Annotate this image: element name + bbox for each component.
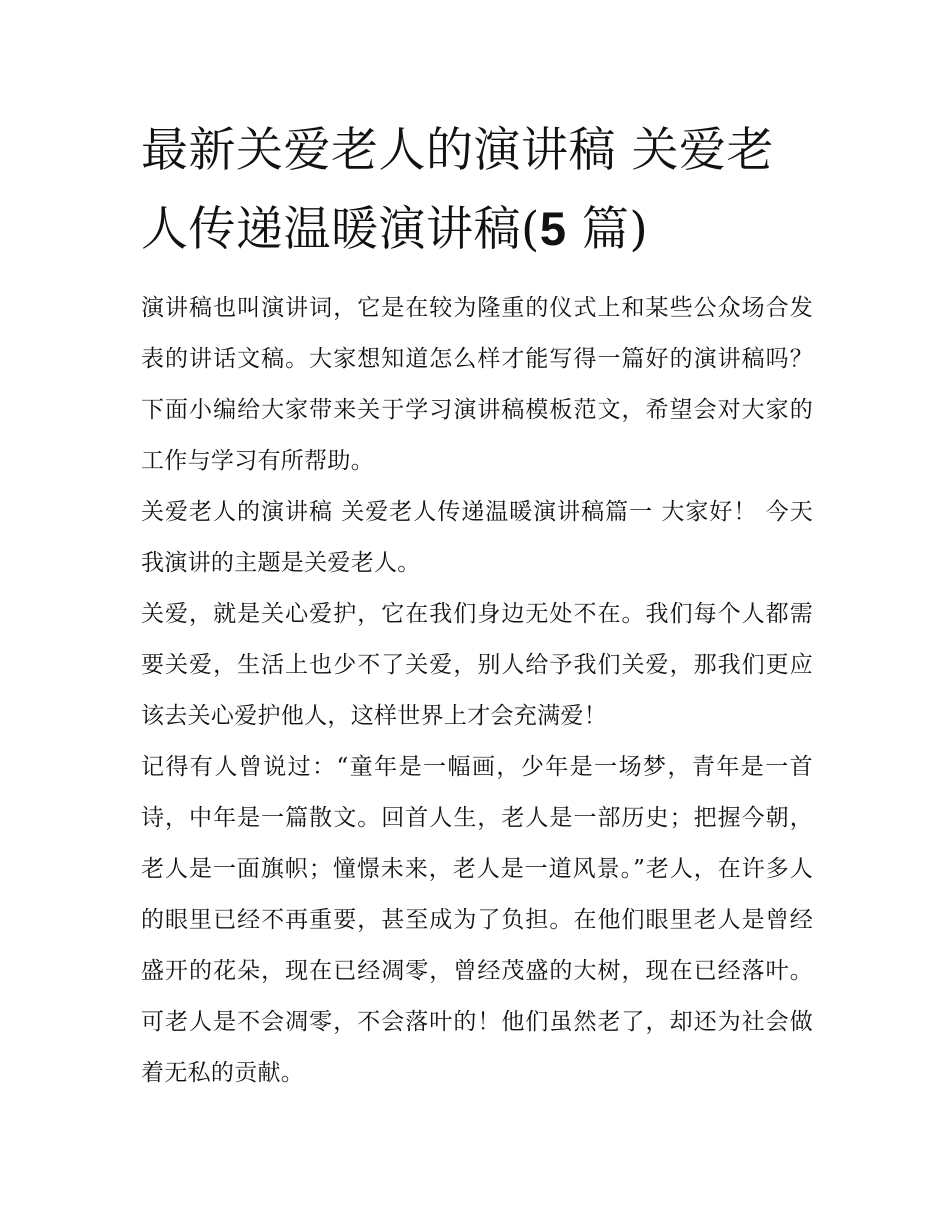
paragraph-intro: 演讲稿也叫演讲词，它是在较为隆重的仪式上和某些公众场合发表的讲话文稿。大家想知道怎么样才能写得一篇好的演讲稿吗？下面小编给大家带来关于学习演讲稿模板范文，希望会对大家的工作与学习有所帮助。 (141, 295, 813, 474)
title-text-part1: 最新关爱老人的演讲稿 关爱老人传递温暖演讲稿( (141, 123, 774, 257)
title-number: 5 (539, 202, 567, 255)
document-body (141, 283, 813, 1099)
document-title (141, 112, 813, 269)
document-page (141, 112, 813, 1099)
title-text-part2: 篇) (566, 202, 649, 257)
paragraph-care-definition: 关爱，就是关心爱护，它在我们身边无处不在。我们每个人都需要关爱，生活上也少不了关爱，别人给予我们关爱，那我们更应该去关心爱护他人，这样世界上才会充满爱！ (141, 601, 813, 729)
paragraph-greeting: 关爱老人的演讲稿 关爱老人传递温暖演讲稿篇一 大家好！ 今天我演讲的主题是关爱老人。 (141, 499, 813, 576)
paragraph-quote: 记得有人曾说过：“童年是一幅画，少年是一场梦，青年是一首诗，中年是一篇散文。回首人生，老人是一部历史；把握今朝，老人是一面旗帜；憧憬未来，老人是一道风景。”老人，在许多人的眼里已经不再重要，甚至成为了负担。在他们眼里老人是曾经盛开的花朵，现在已经凋零，曾经茂盛的大树，现在已经落叶。可老人是不会凋零，不会落叶的！他们虽然老了，却还为社会做着无私的贡献。 (141, 754, 813, 1086)
